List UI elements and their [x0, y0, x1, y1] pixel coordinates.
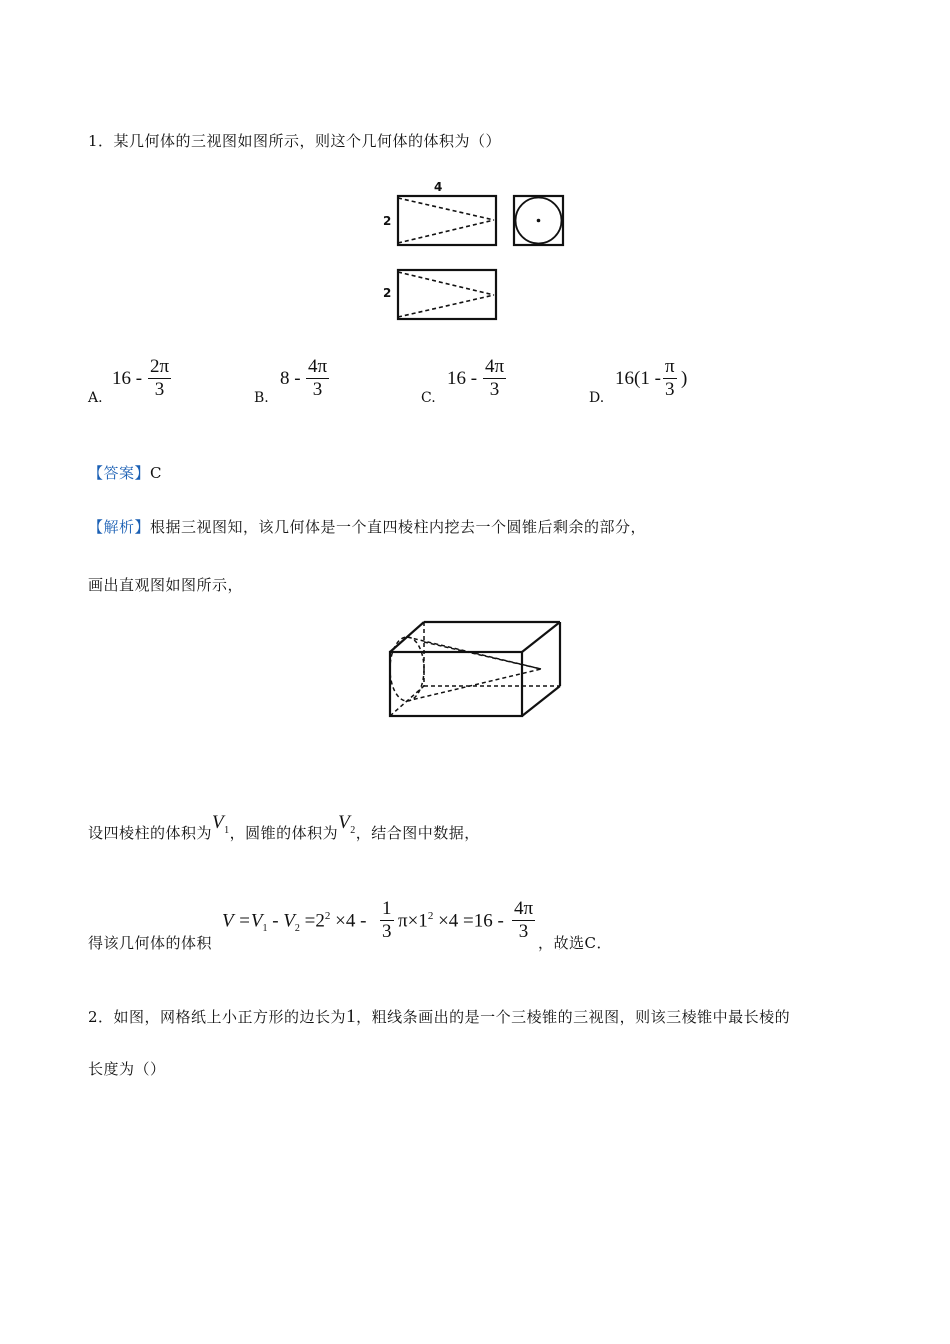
option-letter: A.	[88, 390, 103, 406]
option-letter: D.	[589, 390, 605, 406]
option-lead: 16 -	[112, 368, 143, 389]
question-2-stem-line-2: 长度为（）	[88, 1060, 166, 1078]
label-height-top: 2	[383, 286, 392, 300]
option-lead: 16 -	[447, 368, 478, 389]
volume-text-c: ，结合图中数据，	[355, 824, 480, 842]
analysis-line-2: 画出直观图如图所示，	[88, 576, 244, 594]
analysis-line-1	[88, 516, 646, 537]
volume-setup-line: 设四棱柱的体积为$V_1$，圆锥的体积为$V_2$，结合图中数据，	[88, 812, 480, 842]
option-fraction: $\frac{4\pi}{3}$	[485, 356, 505, 400]
question-1-stem	[88, 130, 501, 151]
three-view-figure	[378, 178, 578, 328]
perspective-figure	[380, 614, 570, 724]
label-length-4: 4	[434, 180, 443, 194]
analysis-text: 根据三视图知，该几何体是一个直四棱柱内挖去一个圆锥后剩余的部分，	[150, 518, 647, 536]
formula-fraction-one-third: $\frac{1}{3}$	[382, 898, 392, 942]
volume-text-a: 设四棱柱的体积为	[88, 824, 213, 842]
option-lead: 8 -	[280, 368, 301, 389]
formula-middle: $\pi\times 1^2 \times 4 =16$ -	[398, 910, 504, 932]
volume-text-b: ，圆锥的体积为	[229, 824, 339, 842]
formula-fraction-result: $\frac{4\pi}{3}$	[514, 898, 534, 942]
formula-left: $V =V_1 - V_2 =2^2 \times 4$ -	[222, 910, 367, 935]
answer-line	[88, 462, 162, 483]
label-height-front: 2	[383, 214, 392, 228]
option-letter: C.	[421, 390, 436, 406]
option-fraction: $\frac{4\pi}{3}$	[308, 356, 328, 400]
question-text: 某几何体的三视图如图所示，则这个几何体的体积为（）	[113, 132, 502, 150]
answer-value: C	[150, 464, 162, 482]
answer-tag: 【答案】	[88, 464, 151, 482]
question-2-stem-line-1: 2．如图，网格纸上小正方形的边长为1，粗线条画出的是一个三棱锥的三视图，则该三棱锥中最长棱的	[88, 1006, 791, 1027]
option-lead: 16(1 -	[615, 368, 661, 389]
analysis-tag: 【解析】	[88, 518, 151, 536]
option-fraction: $\frac{2\pi}{3}$	[150, 356, 170, 400]
result-label: 得该几何体的体积	[88, 934, 213, 952]
option-tail: )	[681, 368, 688, 389]
option-fraction: $\frac{\pi}{3}$	[665, 356, 675, 400]
option-letter: B.	[254, 390, 269, 406]
result-conclusion: ，故选C．	[538, 934, 612, 952]
question-number: 2．	[88, 1008, 114, 1026]
question-number: 1．	[88, 132, 114, 150]
